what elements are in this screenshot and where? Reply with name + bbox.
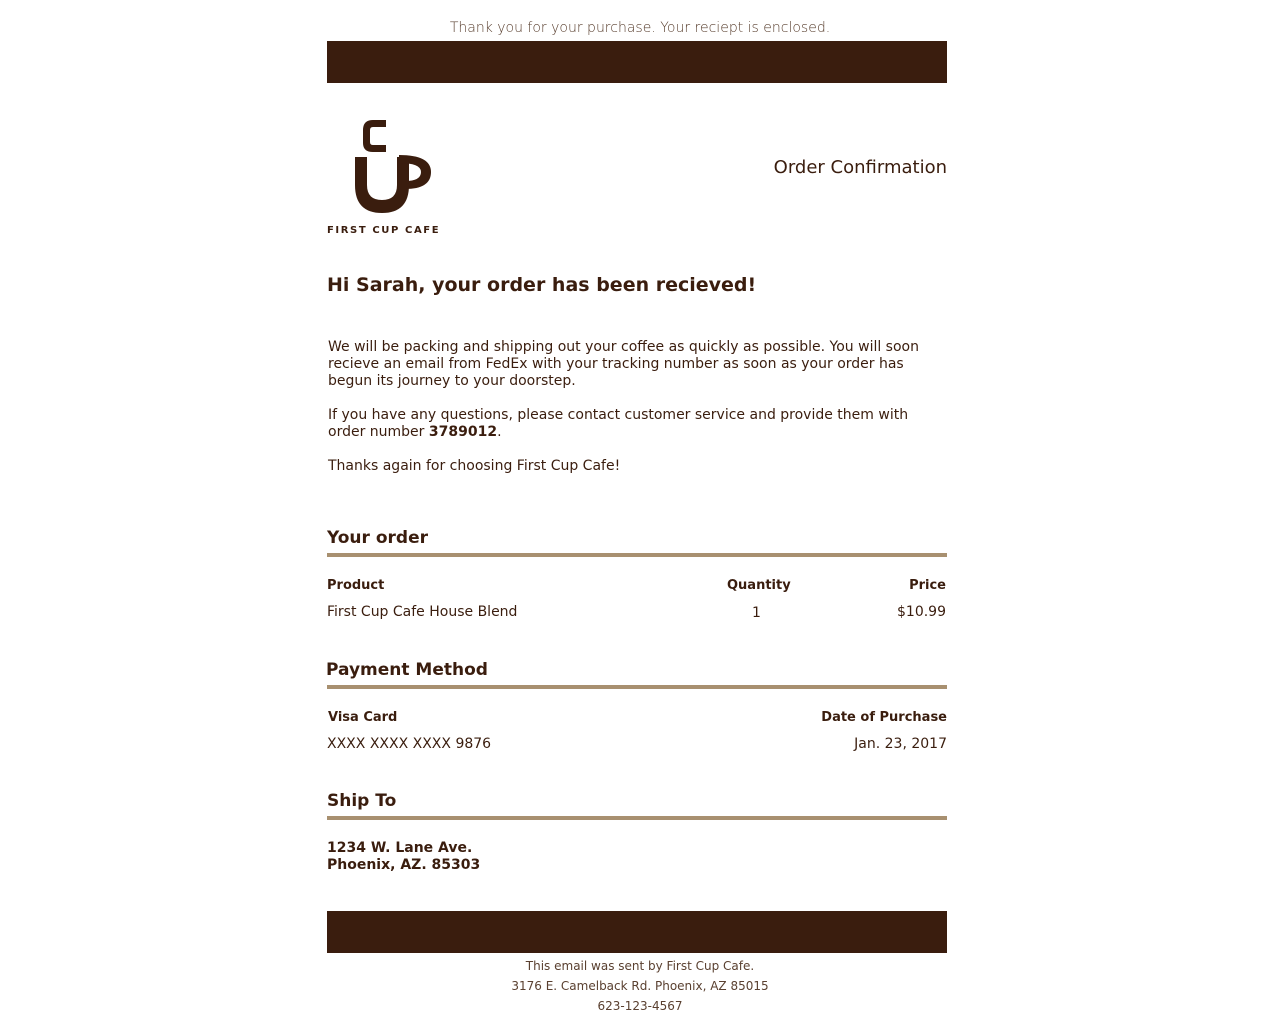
header-bar: [327, 41, 947, 83]
address-line-2: Phoenix, AZ. 85303: [327, 857, 481, 873]
contact-suffix: .: [497, 424, 502, 440]
footer-address: 3176 E. Camelback Rd. Phoenix, AZ 85015: [511, 979, 769, 993]
payment-section-rule: [327, 685, 947, 689]
preheader-text: Thank you for your purchase. Your reciept is enclosed.: [449, 20, 831, 36]
ship-to-section-rule: [327, 816, 947, 820]
footer-bar: [327, 911, 947, 953]
card-number: XXXX XXXX XXXX 9876: [327, 736, 492, 752]
order-confirmation-heading: Order Confirmation: [773, 157, 947, 178]
contact-text: If you have any questions, please contact customer service and provide them with order number: [328, 407, 909, 440]
ship-to-section-title: Ship To: [327, 791, 397, 811]
order-section-rule: [327, 553, 947, 557]
payment-section-title: Payment Method: [326, 660, 488, 680]
purchase-date: Jan. 23, 2017: [854, 736, 947, 752]
contact-paragraph: [328, 407, 948, 441]
card-type-label: Visa Card: [328, 710, 398, 725]
logo-wordmark: FIRST CUP CAFE: [327, 225, 441, 236]
footer-sender: This email was sent by First Cup Cafe.: [525, 959, 755, 973]
thanks-paragraph: Thanks again for choosing First Cup Cafe!: [328, 458, 621, 474]
quantity-column-header: Quantity: [727, 578, 791, 593]
order-item-quantity: 1: [752, 605, 761, 621]
price-column-header: Price: [909, 578, 946, 593]
footer-phone: 623-123-4567: [597, 999, 683, 1013]
order-number: 3789012: [428, 424, 498, 440]
purchase-date-label: Date of Purchase: [821, 710, 947, 725]
product-column-header: Product: [327, 578, 385, 593]
greeting-heading: Hi Sarah, your order has been recieved!: [327, 274, 757, 296]
shipping-paragraph: We will be packing and shipping out your coffee as quickly as possible. You will soon recieve an email from FedEx with your tracking number as soon as your order has begun its journey to your doorstep.: [328, 339, 919, 389]
order-item-product: First Cup Cafe House Blend: [327, 604, 518, 620]
cup-logo-icon: [327, 115, 447, 240]
address-line-1: 1234 W. Lane Ave.: [327, 840, 473, 856]
order-section-title: Your order: [327, 528, 428, 548]
order-item-price: $10.99: [897, 604, 946, 620]
